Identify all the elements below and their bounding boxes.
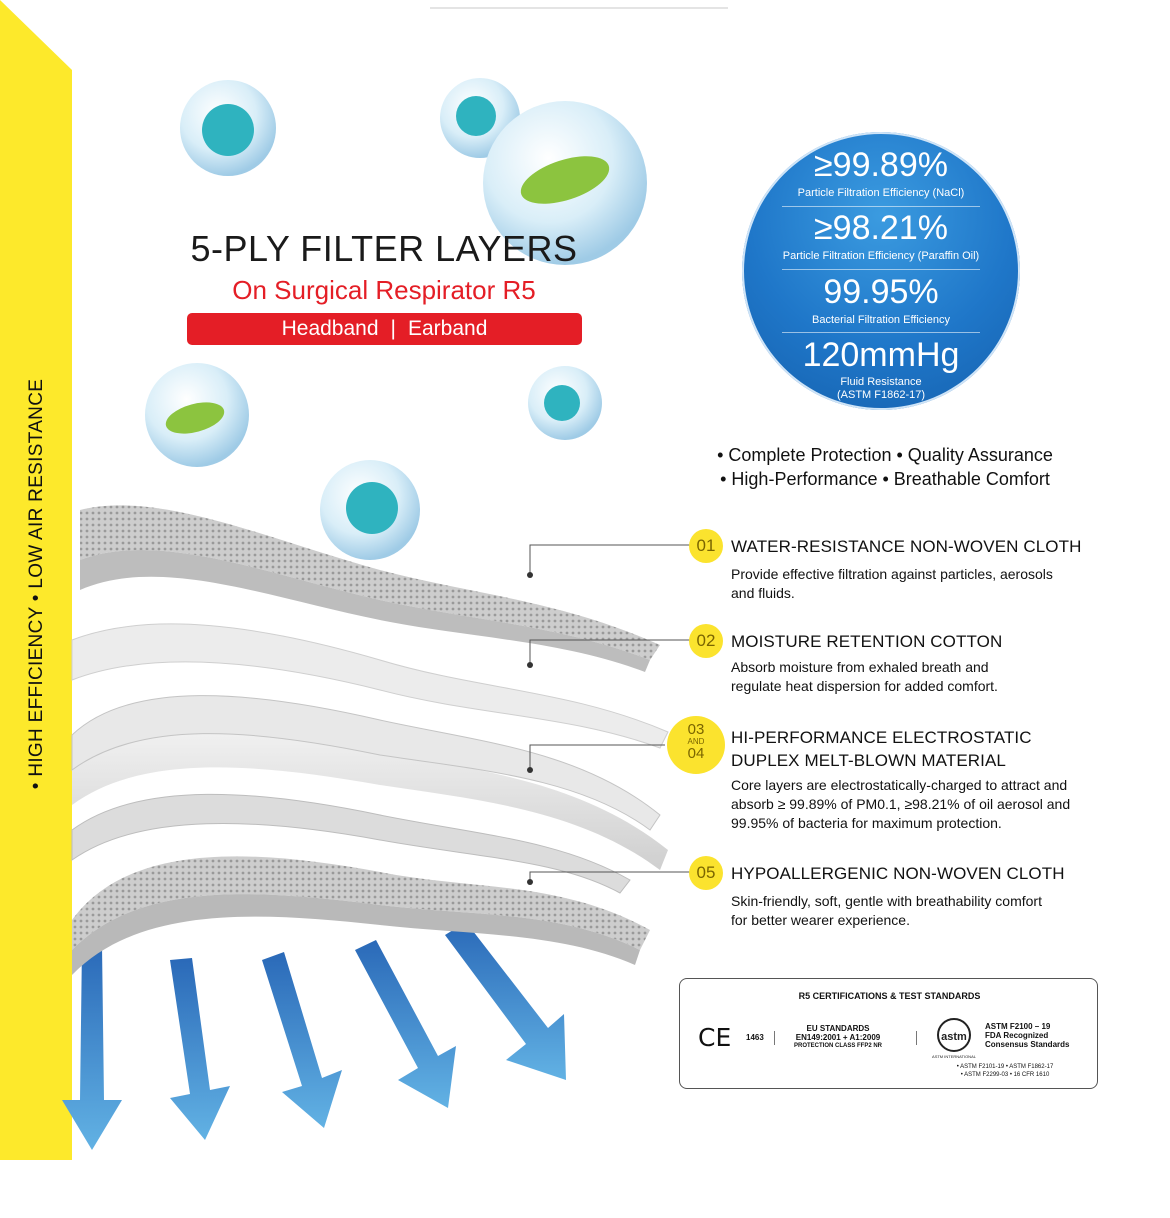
layer-title: WATER-RESISTANCE NON-WOVEN CLOTH [731, 537, 1082, 556]
layer-description [731, 658, 998, 696]
eu-standards [778, 1024, 898, 1051]
layer-number-badge: 01 [689, 529, 723, 563]
layer-title-line: HI-PERFORMANCE ELECTROSTATIC [731, 728, 1032, 747]
layer-description [731, 565, 1053, 603]
badge-divider [782, 269, 980, 270]
page-title: 5-PLY FILTER LAYERS [190, 228, 578, 269]
bacteria-bubble-icon [145, 363, 249, 467]
strap-headband: Headband [281, 317, 379, 340]
svg-text:astm: astm [941, 1031, 967, 1043]
badge-stat-label: Fluid Resistance [840, 376, 922, 388]
layer-description-line: and fluids. [731, 585, 795, 601]
side-banner-text: • HIGH EFFICIENCY • LOW AIR RESISTANCE [26, 378, 47, 790]
cert-divider [774, 1031, 775, 1045]
virus-bubble-icon [528, 366, 602, 440]
layer-description-line: Core layers are electrostatically-charged to attract and [731, 777, 1068, 793]
strap-type-bar [187, 313, 582, 345]
badge-stat-value: 99.95% [823, 273, 939, 311]
badge-divider [782, 332, 980, 333]
astm-test-list [950, 1063, 1060, 1079]
layer-number-and: AND [687, 737, 705, 746]
badge-stat-value: ≥98.21% [814, 209, 948, 247]
layer-description-line: regulate heat dispersion for added comfort. [731, 678, 998, 694]
feature-line: • Complete Protection • Quality Assurance [717, 445, 1053, 465]
virus-bubble-icon [180, 80, 276, 176]
layer-description-line: Skin-friendly, soft, gentle with breathability comfort [731, 893, 1042, 909]
eu-standard-line: PROTECTION CLASS FFP2 NR [793, 1043, 882, 1049]
layer-description [731, 776, 1070, 833]
ce-number: 1463 [746, 1033, 764, 1042]
strap-separator: | [390, 317, 396, 340]
strap-earband: Earband [407, 317, 488, 340]
layer-description-line: Absorb moisture from exhaled breath and [731, 659, 989, 675]
eu-standard-line: EN149:2001 + A1:2009 [795, 1033, 881, 1042]
cert-divider [916, 1031, 917, 1045]
layer-number-badge: 05 [689, 856, 723, 890]
down-arrow-icon [62, 922, 566, 1150]
layer-description-line: Provide effective filtration against particles, aerosols [731, 566, 1053, 582]
efficiency-badge [742, 132, 1020, 410]
layer-description-line: for better wearer experience. [731, 912, 910, 928]
badge-stat-label: Bacterial Filtration Efficiency [812, 314, 950, 326]
layer-title: HYPOALLERGENIC NON-WOVEN CLOTH [731, 864, 1065, 883]
page-subtitle: On Surgical Respirator R5 [232, 275, 536, 305]
ce-mark-icon: CE [698, 1023, 732, 1052]
astm-standard-line: FDA Recognized [985, 1031, 1049, 1040]
certifications-title: R5 CERTIFICATIONS & TEST STANDARDS [798, 991, 981, 1001]
eu-standard-line: EU STANDARDS [806, 1024, 870, 1033]
layer-title: MOISTURE RETENTION COTTON [731, 632, 1003, 651]
layer-title-line: DUPLEX MELT-BLOWN MATERIAL [731, 751, 1006, 770]
layer-number-badge: 02 [689, 624, 723, 658]
feature-list [680, 443, 1090, 491]
layer-number: 04 [687, 745, 705, 762]
layer-description-line: absorb ≥ 99.89% of PM0.1, ≥98.21% of oil aerosol and [731, 796, 1071, 812]
feature-line: • High-Performance • Breathable Comfort [720, 469, 1050, 489]
badge-divider [782, 206, 980, 207]
badge-stat-label: (ASTM F1862-17) [836, 389, 926, 401]
virus-bubble-icon [320, 460, 420, 560]
layer-number: 03 [687, 721, 705, 738]
layer-description [731, 892, 1042, 930]
astm-test-line: • ASTM F2101-19 • ASTM F1862-17 [956, 1064, 1054, 1070]
badge-stat-label: Particle Filtration Efficiency (NaCl) [797, 187, 965, 199]
layer-number-badge [667, 716, 725, 774]
astm-logo-icon [932, 1017, 976, 1061]
astm-standard-line: Consensus Standards [985, 1040, 1070, 1049]
astm-logo-text: ASTM INTERNATIONAL [932, 1054, 976, 1059]
layer-description-line: 99.95% of bacteria for maximum protection. [731, 815, 1002, 831]
badge-stat-value: ≥99.89% [814, 146, 948, 184]
certifications-box [679, 978, 1098, 1089]
astm-standard-line: ASTM F2100 – 19 [985, 1022, 1051, 1031]
astm-standards [985, 1022, 1069, 1049]
badge-stat-value: 120mmHg [802, 336, 960, 374]
badge-stat-label: Particle Filtration Efficiency (Paraffin Oil) [782, 250, 980, 262]
layer-title [731, 726, 1032, 772]
astm-test-line: • ASTM F2299-03 • 16 CFR 1610 [960, 1072, 1050, 1078]
